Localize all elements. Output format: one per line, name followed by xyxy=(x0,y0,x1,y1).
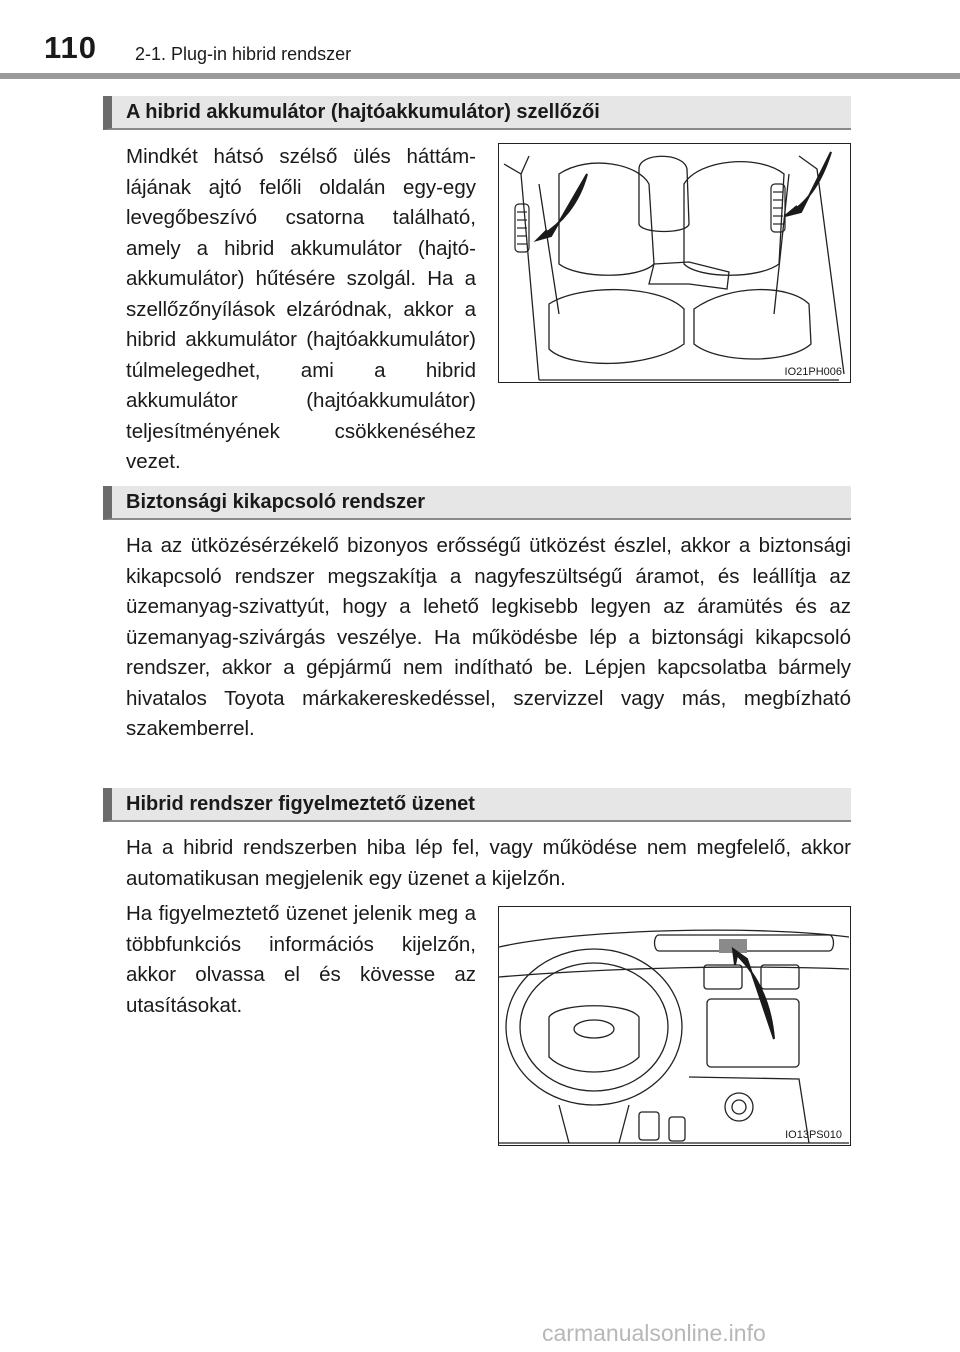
rear-seat-vent-figure xyxy=(498,143,851,383)
arrow-left-vent xyxy=(537,174,587,240)
battery-vents-paragraph: Mindkét hátsó szélső ülés háttámlájának ajtó felőli oldalán egy-egy levegőbeszívó csatorna található, amely a hibrid akkumulátor (hajtóakkumulátor) hűtésére szolgál. Ha a szellőzőnyílások elzáródnak, akkor a hibrid akkumulátor (hajtóakkumulátor) túlmelegedhet, ami a hibrid akkumulátor (hajtóakkumulátor) teljesítményének csökkenéséhez vezet. xyxy=(126,145,476,473)
safety-shutoff-paragraph: Ha az ütközésérzékelő bizonyos erősségű ütközést észlel, akkor a biztonsági kikapcsoló rendszer megszakítja a nagyfeszültségű áramot, és leállítja az üzemanyag-szivattyút, hogy a lehető legkisebb legyen az áramütés és az üzemanyag-szivárgás veszélye. Ha működésbe lép a biztonsági kikapcsoló rendszer, akkor a gépjármű nem indítható be. Lépjen kapcsolatba bármely hivatalos Toyota márkakereskedéssel, szervizzel vagy más, megbízható szakemberrel. xyxy=(126,534,851,740)
figure-code: IO13PS010 xyxy=(785,1129,842,1141)
page-number: 110 xyxy=(44,30,98,65)
warning-message-paragraph: Ha a hibrid rendszerben hiba lép fel, vagy működése nem megfelelő, akkor automatikusan megjelenik egy üzenet a kijelzőn. xyxy=(126,836,851,890)
header-divider xyxy=(0,73,960,79)
chapter-title: 2-1. Plug-in hibrid rendszer xyxy=(135,44,352,64)
rear-seat-illustration xyxy=(499,144,849,381)
dashboard-display-figure xyxy=(498,906,851,1146)
section-heading-battery-vents: A hibrid akkumulátor (hajtóakkumulátor) szellőzői xyxy=(103,96,851,130)
figure-code: IO21PH006 xyxy=(784,366,842,378)
watermark: carmanualsonline.info xyxy=(542,1320,766,1346)
arrow-right-vent xyxy=(785,152,831,216)
dashboard-illustration xyxy=(499,907,849,1144)
section-heading-warning-message: Hibrid rendszer figyelmeztető üzenet xyxy=(103,788,851,822)
warning-instructions-paragraph: Ha figyelmeztető üzenet jelenik meg a többfunkciós információs kijelzőn, akkor olvassa el és kövesse az utasításokat. xyxy=(126,902,476,1017)
section-heading-safety-shutoff: Biztonsági kikapcsoló rendszer xyxy=(103,486,851,520)
arrow-to-display xyxy=(733,949,774,1039)
